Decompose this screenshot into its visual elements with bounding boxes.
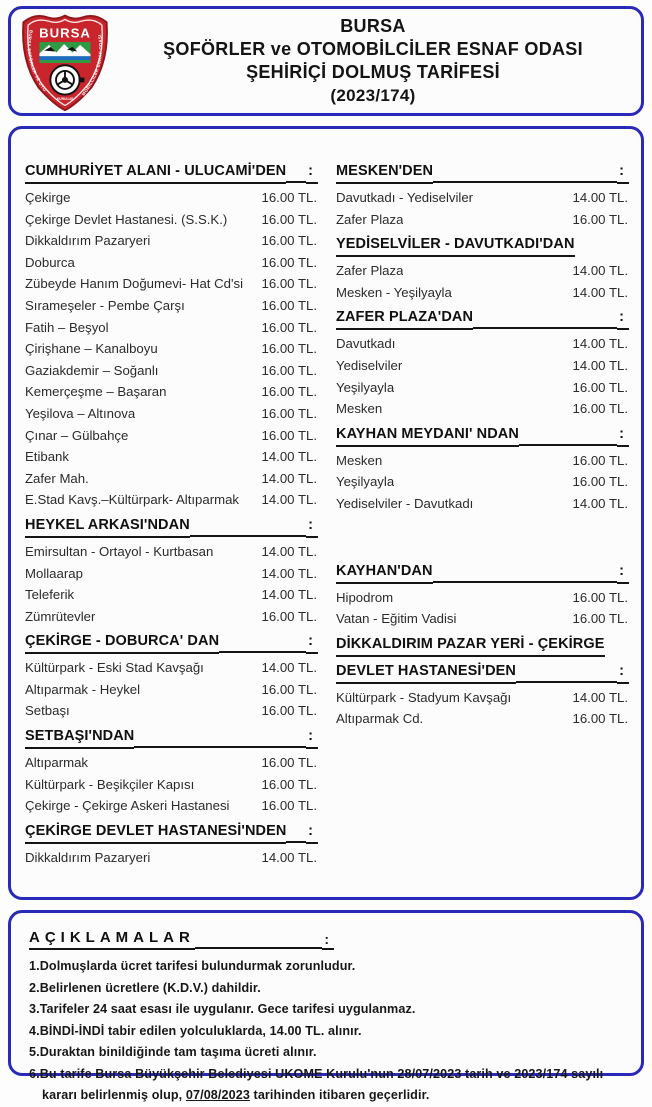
section-title: SETBAŞI'NDAN: [25, 726, 134, 749]
fare-row: [25, 679, 318, 701]
section-header: [25, 821, 318, 844]
fare-row: [25, 381, 318, 403]
section-title: KAYHAN MEYDANI' NDAN: [336, 424, 519, 447]
stop-name: Altıparmak: [25, 755, 89, 771]
stop-name: Gaziakdemir – Soğanlı: [25, 362, 159, 378]
stop-name: Fatih – Beşyol: [25, 319, 109, 335]
section-title: ÇEKİRGE DEVLET HASTANESİ'NDEN: [25, 821, 286, 844]
stop-name: Emirsultan - Ortayol - Kurtbasan: [25, 543, 214, 559]
stop-name: Mesken - Yeşilyayla: [336, 284, 452, 300]
underline-filler: [473, 327, 617, 329]
section-title: ÇEKİRGE - DOBURCA' DAN: [25, 631, 219, 654]
fare-price: 16.00 TL.: [261, 190, 317, 205]
stop-name: Yeşilyayla: [336, 474, 395, 490]
fare-price: 14.00 TL.: [261, 849, 317, 865]
stop-name: Davutkadı: [336, 336, 396, 352]
fare-row: [336, 471, 629, 493]
fare-section: [336, 561, 629, 630]
fare-price: 14.00 TL.: [261, 565, 317, 581]
underline-filler: [519, 444, 617, 446]
fare-row: [25, 338, 318, 360]
underline-filler: [195, 947, 323, 949]
fare-price: 16.00 TL.: [261, 608, 317, 624]
document-title-block: [119, 15, 641, 107]
notes-section: [8, 910, 644, 1102]
fare-price: 14.00 TL.: [572, 284, 628, 300]
section-header: [336, 634, 629, 657]
stop-name: E.Stad Kavş.–Kültürpark- Altıparmak: [25, 492, 240, 508]
stop-name: Kültürpark - Stadyum Kavşağı: [336, 689, 512, 705]
note-item-2: 2.Belirlenen ücretlere (K.D.V.) dahildir.: [29, 980, 261, 995]
title-tariff: ŞEHİRİÇİ DOLMUŞ TARİFESİ: [246, 62, 500, 82]
fare-price: 16.00 TL.: [261, 405, 317, 421]
stop-name: Doburca: [25, 254, 75, 270]
fare-price: 14.00 TL.: [572, 263, 628, 279]
fare-price: 16.00 TL.: [261, 297, 317, 313]
stop-name: Vatan - Eğitim Vadisi: [336, 611, 457, 627]
section-title: DİKKALDIRIM PAZAR YERİ - ÇEKİRGE: [336, 634, 605, 657]
stop-name: Setbaşı: [25, 703, 70, 719]
fare-price: 14.00 TL.: [572, 336, 628, 352]
fare-column-right: [336, 157, 629, 730]
title-organization: ŞOFÖRLER ve OTOMOBİLCİLER ESNAF ODASI: [163, 39, 583, 59]
stop-name: Zümrütevler: [25, 608, 96, 624]
fare-price: 14.00 TL.: [261, 470, 317, 486]
fare-price: 16.00 TL.: [261, 276, 317, 292]
section-title: HEYKEL ARKASI'NDAN: [25, 515, 190, 538]
fare-row: [336, 493, 629, 515]
fare-price: 16.00 TL.: [572, 711, 628, 727]
stop-name: Dikkaldırım Pazaryeri: [25, 233, 151, 249]
stop-name: Hipodrom: [336, 589, 394, 605]
fare-price: 14.00 TL.: [261, 587, 317, 603]
fare-price: 16.00 TL.: [261, 341, 317, 357]
fare-row: [336, 187, 629, 209]
underline-filler: [433, 181, 617, 183]
underline-filler: [516, 681, 617, 683]
fare-price: 14.00 TL.: [261, 543, 317, 559]
fare-row: [25, 468, 318, 490]
notes-title-colon: :: [322, 931, 334, 950]
stop-name: Zübeyde Hanım Doğumevi- Hat Cd'si: [25, 276, 243, 292]
fare-row: [25, 230, 318, 252]
fare-row: [336, 333, 629, 355]
stop-name: Çirişhane – Kanalboyu: [25, 341, 158, 357]
logo-ring-text-right: MOBİLCİLER ESNAF ODASI: [80, 33, 104, 97]
fare-row: [25, 403, 318, 425]
fare-price: 16.00 TL.: [261, 703, 317, 719]
stop-name: Yeşilova – Altınova: [25, 405, 136, 421]
document-header: [8, 6, 644, 116]
title-decision-number: (2023/174): [330, 86, 416, 105]
stop-name: Zafer Plaza: [336, 263, 404, 279]
stop-name: Zafer Mah.: [25, 470, 89, 486]
fare-price: 16.00 TL.: [572, 474, 628, 490]
fare-row: [25, 446, 318, 468]
chamber-logo: [11, 8, 119, 114]
section-colon: :: [306, 726, 318, 749]
section-title: DEVLET HASTANESİ'DEN: [336, 661, 516, 684]
note-item-6: [29, 1064, 625, 1107]
fare-price: 16.00 TL.: [261, 362, 317, 378]
stop-name: Teleferik: [25, 587, 75, 603]
fare-price: 14.00 TL.: [261, 492, 317, 508]
fare-row: [336, 450, 629, 472]
stop-name: Zafer Plaza: [336, 211, 404, 227]
section-header: [25, 631, 318, 654]
section-colon: :: [617, 561, 629, 584]
section-header: [336, 661, 629, 684]
column-gap: [336, 515, 629, 557]
fare-price: 14.00 TL.: [572, 689, 628, 705]
fare-row: [25, 541, 318, 563]
fare-price: 16.00 TL.: [572, 611, 628, 627]
note6-text-start: 6.Bu tarife Bursa Büyükşehir Belediyesi UKOME Kurulu'nun 28/07/2023 tarih ve 2023/174 sayılı kararı belirlenmiş olup,: [29, 1066, 604, 1102]
fare-row: [25, 295, 318, 317]
fare-row: [336, 608, 629, 630]
fare-price: 16.00 TL.: [261, 427, 317, 443]
fare-row: [25, 774, 318, 796]
fare-row: [25, 209, 318, 231]
fare-price: 16.00 TL.: [261, 776, 317, 792]
fare-row: [25, 847, 318, 869]
fare-price: 16.00 TL.: [572, 379, 628, 395]
fare-price: 16.00 TL.: [261, 798, 317, 814]
section-header: [25, 161, 318, 184]
logo-founded-text: KURULUŞ: [56, 96, 74, 101]
stop-name: Yeşilyayla: [336, 379, 395, 395]
note6-effective-date: 07/08/2023: [185, 1088, 250, 1102]
stop-name: Çekirge - Çekirge Askeri Hastanesi: [25, 798, 230, 814]
fare-section: [336, 234, 629, 303]
stop-name: Davutkadı - Yediselviler: [336, 190, 474, 205]
fare-price: 16.00 TL.: [572, 401, 628, 417]
section-title: MESKEN'DEN: [336, 161, 433, 184]
section-header: [336, 307, 629, 330]
fare-row: [25, 606, 318, 628]
chamber-crest-icon: [15, 9, 115, 113]
fare-row: [336, 708, 629, 730]
fare-row: [25, 700, 318, 722]
fare-section: [25, 161, 318, 511]
fare-row: [25, 584, 318, 606]
fare-price: 14.00 TL.: [261, 449, 317, 465]
fare-price: 16.00 TL.: [261, 681, 317, 697]
notes-title: AÇIKLAMALAR: [29, 929, 195, 950]
section-header: [25, 726, 318, 749]
note-item-4: 4.BİNDİ-İNDİ tabir edilen yolculuklarda, 14.00 TL. alınır.: [29, 1023, 362, 1038]
stop-name: Çekirge Devlet Hastanesi. (S.S.K.): [25, 211, 228, 227]
section-colon: :: [617, 307, 629, 330]
note6-text-end: tarihinden itibaren geçerlidir.: [249, 1088, 430, 1102]
logo-landscape: [39, 42, 90, 63]
fare-price: 16.00 TL.: [572, 452, 628, 468]
section-title: ZAFER PLAZA'DAN: [336, 307, 473, 330]
section-title: YEDİSELVİLER - DAVUTKADI'DAN: [336, 234, 575, 257]
stop-name: Dikkaldırım Pazaryeri: [25, 849, 151, 865]
fare-section: [336, 634, 629, 730]
stop-name: Mesken: [336, 452, 383, 468]
section-header: [336, 424, 629, 447]
fare-price: 14.00 TL.: [572, 190, 628, 205]
logo-city-text: BURSA: [39, 25, 91, 41]
section-title: KAYHAN'DAN: [336, 561, 433, 584]
stop-name: Mollaarap: [25, 565, 83, 581]
section-header: [25, 515, 318, 538]
fare-column-left: [25, 157, 318, 868]
stop-name: Altıparmak - Heykel: [25, 681, 141, 697]
fare-price: 16.00 TL.: [261, 319, 317, 335]
stop-name: Yediselviler: [336, 357, 403, 373]
underline-filler: [286, 181, 306, 183]
underline-filler: [190, 535, 306, 537]
fare-price: 16.00 TL.: [261, 254, 317, 270]
title-city: BURSA: [340, 16, 406, 36]
fare-section: [25, 631, 318, 722]
stop-name: Çınar – Gülbahçe: [25, 427, 129, 443]
fare-section: [336, 161, 629, 230]
fare-row: [25, 317, 318, 339]
fare-row: [25, 360, 318, 382]
stop-name: Kemerçeşme – Başaran: [25, 384, 167, 400]
note-item-1: 1.Dolmuşlarda ücret tarifesi bulundurmak zorunludur.: [29, 959, 356, 973]
logo-ring-text-left: BURSA ŞOFÖRLER VE OTO: [26, 29, 48, 93]
fare-price: 16.00 TL.: [572, 211, 628, 227]
section-colon: :: [306, 631, 318, 654]
stop-name: Kültürpark - Beşikçiler Kapısı: [25, 776, 195, 792]
fare-price: 16.00 TL.: [261, 233, 317, 249]
fare-row: [336, 587, 629, 609]
section-colon: :: [617, 661, 629, 684]
section-header: [336, 161, 629, 184]
fare-row: [336, 355, 629, 377]
fare-row: [25, 795, 318, 817]
section-colon: :: [306, 161, 318, 184]
fare-table: [8, 126, 644, 900]
fare-row: [336, 209, 629, 231]
stop-name: Mesken: [336, 401, 383, 417]
section-title: CUMHURİYET ALANI - ULUCAMİ'DEN: [25, 161, 286, 184]
fare-row: [25, 657, 318, 679]
fare-row: [336, 398, 629, 420]
fare-price: 14.00 TL.: [261, 660, 317, 676]
underline-filler: [219, 651, 306, 653]
stop-name: Kültürpark - Eski Stad Kavşağı: [25, 660, 204, 676]
underline-filler: [433, 581, 618, 583]
stop-name: Yediselviler - Davutkadı: [336, 495, 474, 511]
fare-row: [25, 563, 318, 585]
fare-section: [25, 515, 318, 627]
fare-section: [336, 424, 629, 515]
fare-row: [25, 187, 318, 209]
fare-row: [25, 273, 318, 295]
fare-price: 16.00 TL.: [261, 755, 317, 771]
fare-row: [336, 687, 629, 709]
fare-section: [25, 821, 318, 869]
fare-price: 16.00 TL.: [261, 211, 317, 227]
fare-price: 14.00 TL.: [572, 357, 628, 373]
section-colon: :: [617, 161, 629, 184]
section-colon: :: [306, 515, 318, 538]
fare-row: [336, 282, 629, 304]
stop-name: Çekirge: [25, 190, 71, 205]
notes-header: [29, 929, 334, 950]
section-header: [336, 561, 629, 584]
fare-row: [25, 489, 318, 511]
stop-name: Etibank: [25, 449, 69, 465]
fare-row: [25, 752, 318, 774]
fare-row: [336, 377, 629, 399]
underline-filler: [134, 746, 306, 748]
fare-row: [336, 260, 629, 282]
notes-list: [29, 956, 625, 1064]
fare-price: 14.00 TL.: [572, 495, 628, 511]
section-colon: :: [306, 821, 318, 844]
stop-name: Sırameşeler - Pembe Çarşı: [25, 297, 185, 313]
fare-price: 16.00 TL.: [572, 589, 628, 605]
fare-section: [25, 726, 318, 817]
note-item-5: 5.Duraktan binildiğinde tam taşıma ücreti alınır.: [29, 1045, 317, 1059]
note-item-3: 3.Tarifeler 24 saat esası ile uygulanır. Gece tarifesi uygulanmaz.: [29, 1002, 416, 1016]
fare-section: [336, 307, 629, 419]
fare-price: 16.00 TL.: [261, 384, 317, 400]
section-header: [336, 234, 629, 257]
fare-row: [25, 252, 318, 274]
stop-name: Altıparmak Cd.: [336, 711, 424, 727]
underline-filler: [286, 841, 306, 843]
section-colon: :: [617, 424, 629, 447]
fare-row: [25, 425, 318, 447]
